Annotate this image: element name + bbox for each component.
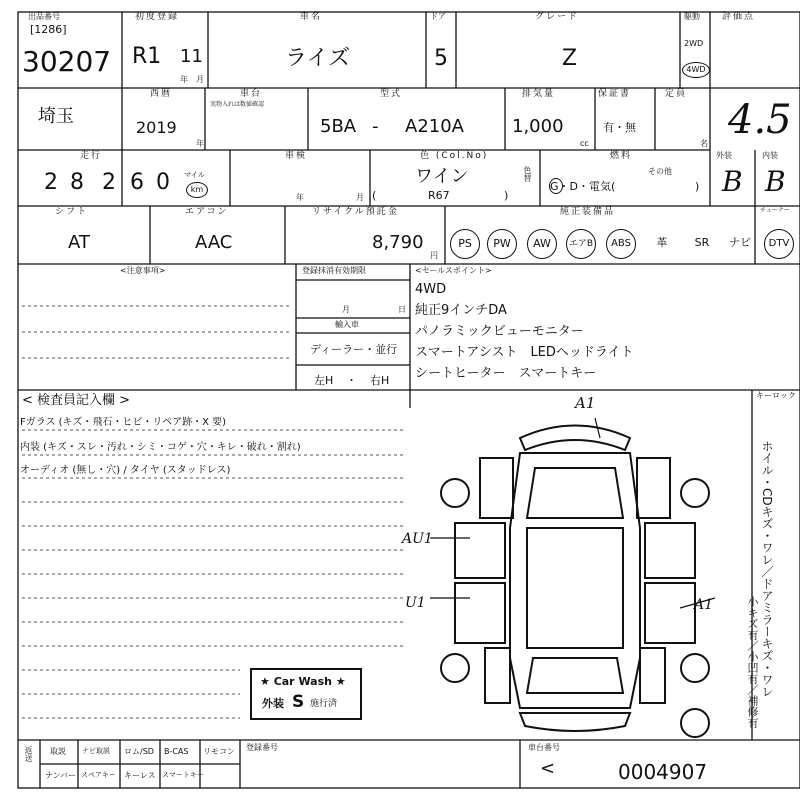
interior-grade: B bbox=[765, 165, 786, 198]
equip-aw: AW bbox=[527, 229, 557, 259]
car-wash-title: ★ Car Wash ★ bbox=[260, 675, 346, 688]
side-text-6: ワレ bbox=[760, 673, 774, 698]
equip-dtv: DTV bbox=[764, 229, 794, 259]
bottom-label-7: スペアキー bbox=[81, 771, 116, 779]
side-text-8: 小凹有 bbox=[746, 651, 759, 684]
label-first-reg: 初度登録 bbox=[135, 12, 180, 22]
capacity-unit: 名 bbox=[700, 139, 708, 148]
model-year: 2019 bbox=[136, 118, 177, 137]
color-change: 色替 bbox=[523, 166, 532, 182]
label-reg-expiry: 登録抹消有効期限 bbox=[302, 266, 366, 275]
import-dot: ・ bbox=[346, 374, 357, 387]
label-capacity: 定員 bbox=[665, 89, 688, 99]
import-left: 左H bbox=[314, 374, 334, 387]
label-model-year: 西暦 bbox=[150, 89, 173, 99]
shaken-year: 年 bbox=[296, 193, 304, 202]
displacement-value: 1,000 bbox=[512, 116, 564, 137]
model-year-unit: 年 bbox=[196, 139, 204, 148]
bottom-check: 返送 bbox=[24, 746, 33, 762]
inspector-line-1: Fガラス (キズ・飛石・ヒビ・リペア跡・X 要) bbox=[20, 417, 227, 428]
label-interior: 内装 bbox=[762, 151, 778, 160]
first-reg-era: R1 bbox=[132, 44, 162, 69]
label-exterior: 外装 bbox=[716, 151, 732, 160]
side-text-3: ワレ bbox=[760, 541, 774, 566]
shift-value: AT bbox=[68, 232, 90, 253]
car-wash-note: 施行済 bbox=[310, 699, 338, 709]
drive-4wd-circled: 4WD bbox=[682, 62, 710, 78]
label-color: 色 (Col.No) bbox=[420, 151, 489, 161]
mileage-digit-4: 6 bbox=[130, 170, 144, 195]
side-text-7: 小キズ有 bbox=[746, 596, 759, 640]
label-grade: グレード bbox=[535, 12, 580, 22]
bottom-serial: 0004907 bbox=[618, 760, 708, 784]
sales-point-1: 4WD bbox=[415, 282, 447, 297]
label-model: 型式 bbox=[380, 89, 403, 99]
aircon-value: AAC bbox=[195, 232, 233, 253]
color-paren-close: ) bbox=[504, 189, 509, 202]
label-import: 輸入車 bbox=[335, 320, 359, 329]
first-reg-month: 11 bbox=[180, 46, 203, 67]
mileage-unit-km: km bbox=[186, 182, 208, 198]
bottom-label-3: ロム/SD bbox=[124, 747, 154, 756]
reg-expiry-month: 月 bbox=[342, 305, 350, 314]
equip-navi: ナビ bbox=[729, 236, 751, 249]
sales-point-4: スマートアシスト LEDヘッドライト bbox=[415, 345, 634, 360]
recycle-value: 8,790 bbox=[372, 232, 424, 253]
lot-number: 30207 bbox=[22, 45, 112, 78]
import-value: ディーラー・並行 bbox=[310, 343, 398, 356]
side-text-9: 補修有 bbox=[746, 695, 759, 728]
label-sales-points: <セールスポイント> bbox=[415, 266, 492, 275]
chassis-note: 実物入れは数値確認 bbox=[210, 101, 265, 108]
diagram-mark-right: A1 bbox=[694, 597, 714, 613]
label-recycle: リサイクル預託金 bbox=[312, 207, 399, 217]
sales-point-2: 純正9インチDA bbox=[415, 303, 507, 318]
doors-value: 5 bbox=[434, 46, 448, 71]
recycle-unit: 円 bbox=[430, 251, 438, 260]
label-notes: <注意事項> bbox=[120, 266, 166, 275]
side-legend: ホイル・CDキズ・ワレ／ドアミラーキズ・ワレ bbox=[760, 440, 774, 698]
fuel-g-circle bbox=[549, 178, 563, 194]
equip-sr: SR bbox=[694, 236, 710, 249]
reg-expiry-day: 日 bbox=[398, 305, 406, 314]
label-score: 評価点 bbox=[722, 12, 756, 22]
import-right: 右H bbox=[370, 374, 390, 387]
lot-sub: [1286] bbox=[30, 23, 67, 36]
fuel-close: ) bbox=[695, 180, 700, 193]
label-warranty: 保証書 bbox=[598, 89, 632, 99]
bottom-label-1: 取説 bbox=[50, 747, 66, 756]
bottom-label-4: B-CAS bbox=[164, 747, 189, 756]
displacement-unit: cc bbox=[580, 139, 589, 148]
label-inspector: < 検査員記入欄 > bbox=[22, 393, 131, 408]
car-wash-stamp bbox=[250, 668, 362, 720]
model-dash: - bbox=[372, 116, 379, 137]
side-text-4: ドアミラー bbox=[760, 577, 774, 638]
bottom-reg-no: 登録番号 bbox=[246, 743, 278, 752]
label-lot: 出品番号 bbox=[28, 12, 60, 21]
sales-point-5: シートヒーター スマートキー bbox=[415, 366, 597, 381]
region: 埼玉 bbox=[38, 106, 74, 127]
exterior-grade: B bbox=[722, 165, 743, 198]
label-displacement: 排気量 bbox=[522, 89, 556, 99]
bottom-serial-mark: < bbox=[540, 758, 556, 779]
grade-value: Z bbox=[562, 46, 578, 71]
label-chassis: 車台 bbox=[240, 89, 263, 99]
side-legend-2: 小キズ有／小凹有／補修有 bbox=[746, 596, 759, 728]
mileage-digit-5: 0 bbox=[156, 170, 170, 195]
first-reg-month-unit: 月 bbox=[196, 75, 204, 84]
color-name: ワイン bbox=[415, 166, 469, 187]
diagram-mark-left-1: AU1 bbox=[402, 531, 433, 547]
mileage-digit-3: 2 bbox=[102, 170, 116, 195]
side-text-1: ホイル・C bbox=[760, 440, 774, 497]
bottom-label-9: スマートキー bbox=[162, 771, 204, 779]
car-damage-diagram bbox=[425, 408, 725, 738]
bottom-serial-label: 車台番号 bbox=[528, 743, 560, 752]
mileage-unit-mile: マイル bbox=[184, 171, 205, 179]
model-prefix: 5BA bbox=[320, 116, 357, 137]
color-paren-open: ( bbox=[372, 189, 377, 202]
label-keylock: キーロック bbox=[756, 391, 796, 400]
color-code: R67 bbox=[428, 189, 450, 202]
score-value: 4.5 bbox=[728, 97, 792, 143]
mileage-digit-1: 2 bbox=[44, 170, 58, 195]
first-reg-year-unit: 年 bbox=[180, 75, 188, 84]
label-aircon: エアコン bbox=[185, 207, 229, 217]
bottom-label-6: ナンバー bbox=[45, 771, 77, 780]
diagram-mark-left-2: U1 bbox=[405, 595, 426, 611]
car-wash-grade: S bbox=[292, 692, 305, 712]
bottom-label-2: ナビ取説 bbox=[82, 747, 110, 755]
label-shift: シフト bbox=[55, 207, 89, 217]
bottom-label-8: キーレス bbox=[124, 771, 156, 780]
label-tuner: チューナー bbox=[760, 207, 790, 214]
label-shaken: 車検 bbox=[285, 151, 308, 161]
label-drive: 駆動 bbox=[684, 12, 700, 21]
car-wash-ext: 外装 bbox=[262, 697, 284, 710]
inspector-line-2: 内装 (キズ・スレ・汚れ・シミ・コゲ・穴・キレ・破れ・割れ) bbox=[20, 442, 301, 453]
equip-pw: PW bbox=[487, 229, 517, 259]
label-fuel: 燃料 bbox=[610, 151, 633, 161]
label-doors: ドア bbox=[430, 12, 446, 21]
inspector-line-3: オーディオ (無し・穴) / タイヤ (スタッドレス) bbox=[20, 465, 231, 476]
side-text-2: Dキズ bbox=[760, 496, 774, 530]
sales-point-3: パノラミックビューモニター bbox=[415, 324, 584, 339]
mileage-digit-2: 8 bbox=[70, 170, 84, 195]
bottom-label-5: リモコン bbox=[203, 747, 235, 756]
warranty-value: 有・無 bbox=[603, 121, 636, 134]
equip-abs: ABS bbox=[606, 229, 636, 259]
shaken-month: 月 bbox=[356, 193, 364, 202]
equip-leather: 革 bbox=[656, 236, 668, 249]
label-equipment: 純正装備品 bbox=[560, 207, 616, 217]
fuel-other: その他 bbox=[648, 167, 672, 176]
equip-ps: PS bbox=[450, 229, 480, 259]
drive-2wd: 2WD bbox=[684, 39, 704, 48]
label-car-name: 車名 bbox=[300, 12, 323, 22]
model-code: A210A bbox=[405, 116, 464, 137]
car-name: ライズ bbox=[285, 46, 351, 71]
diagram-mark-front: A1 bbox=[575, 394, 596, 412]
fuel-options: G・D・電気( bbox=[550, 180, 616, 193]
label-mileage: 走行 bbox=[80, 151, 103, 161]
equip-airbag: エアB bbox=[566, 229, 596, 259]
side-text-5: キズ bbox=[760, 637, 774, 662]
